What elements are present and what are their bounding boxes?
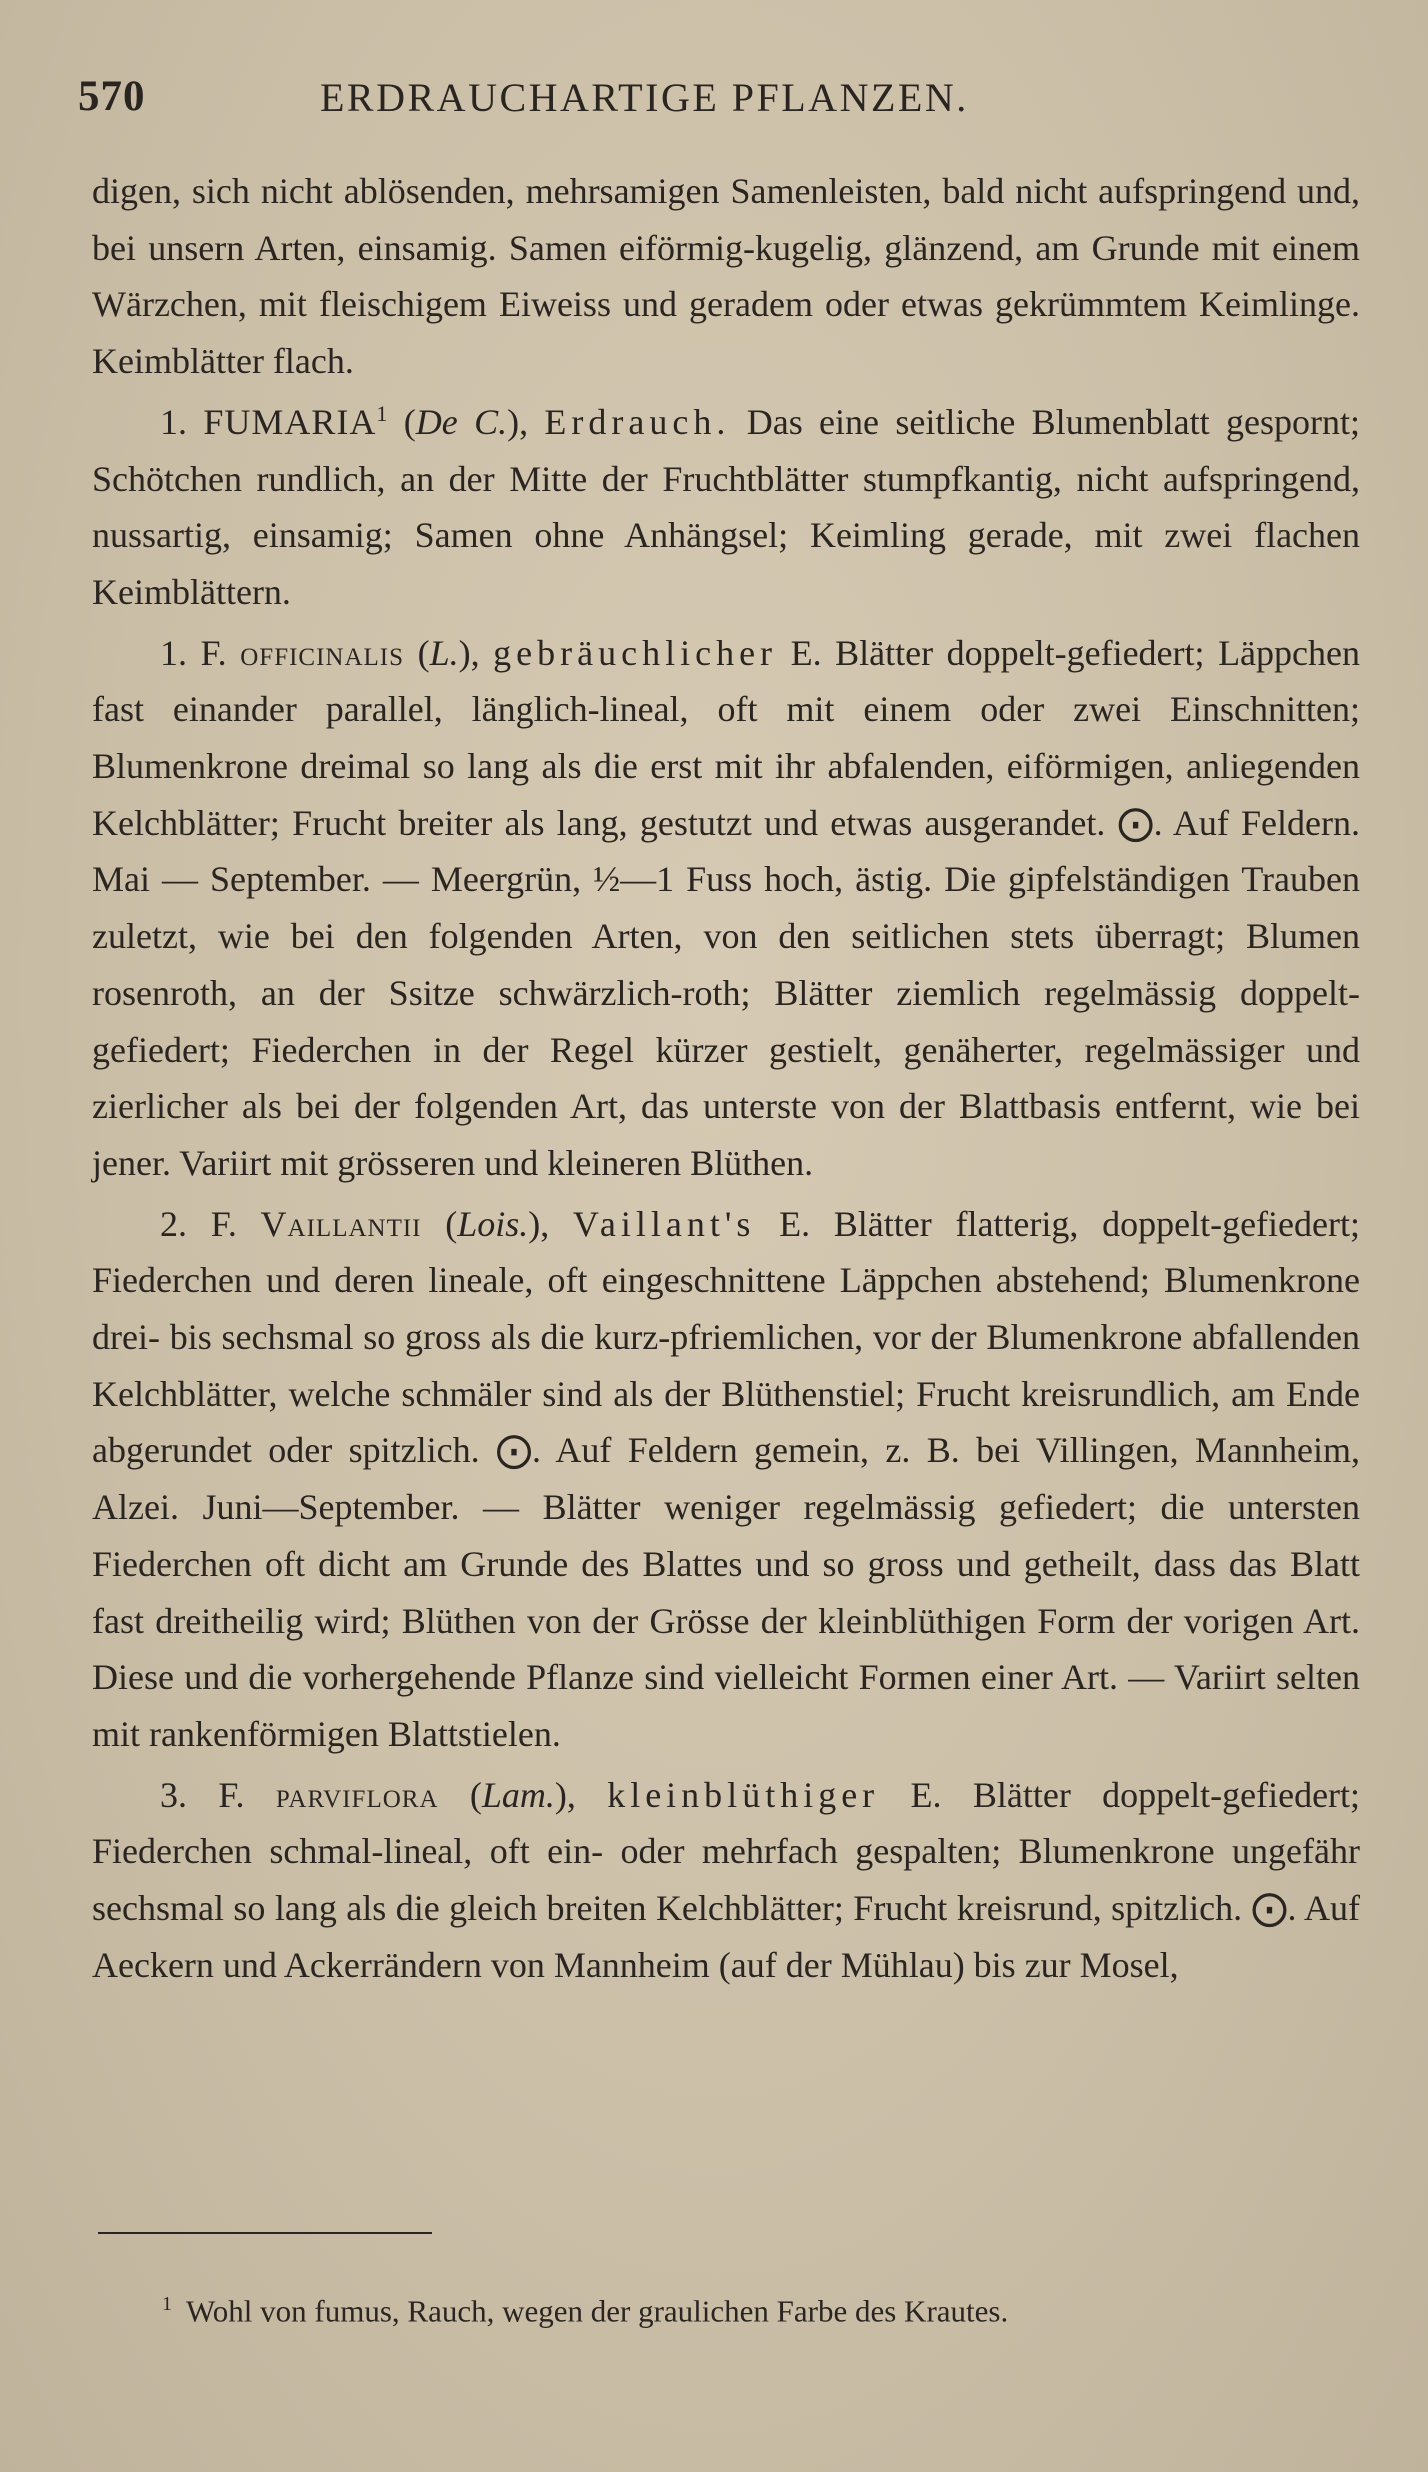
species-name: Vaillantii xyxy=(260,1203,422,1244)
species-description: Blätter doppelt-gefiedert; Läppchen fast einander parallel, länglich-lineal, oft mit einem oder zwei Einschnitten; Blumenkrone dreimal so lang als die erst mit ihr abfalenden, eiförmigen, anliegenden Kelchblätter; Frucht breiter als lang, gestutzt und etwas ausgerandet. ⨀. Auf Feldern. Mai — September. — Meergrün, ½—1 Fuss hoch, ästig. Die gipfelständigen Trauben zuletzt, wie bei den folgenden Arten, von den seitlichen stets überragt; Blumen rosenroth, an der Ssitze schwärzlich-roth; Blätter ziemlich regelmässig doppelt-gefiedert; Fiederchen in der Regel kürzer gestielt, genäherter, regelmässiger und zierlicher als bei der folgenden Art, das unterste von der Blattbasis entfernt, wie bei jener. Variirt mit grösseren und kleineren Blüthen. xyxy=(92,632,1360,1183)
genus-common-name: Erdrauch. xyxy=(544,401,731,442)
footnote-marker: 1 xyxy=(162,2293,172,2315)
species-number: 2. F. xyxy=(160,1203,237,1244)
genus-paragraph: 1. FUMARIA$^1$ (De C.), Erdrauch. Das eine seitliche Blumenblatt gespornt; Schötchen rundlich, an der Mitte der Fruchtblätter stumpfkantig, nicht aufspringend, nussartig, einsamig; Samen ohne Anhängsel; Keimling gerade, mit zwei flachen Keimblättern. xyxy=(92,400,1360,612)
species-paragraph-1: 1. F. officinalis (L.), gebräuchlicher E. Blätter doppelt-gefiedert; Läppchen fast einander parallel, länglich-lineal, oft mit einem oder zwei Einschnitten; Blumenkrone dreimal so lang als die erst mit ihr abfalenden, eiförmigen, anliegenden Kelchblätter; Frucht breiter als lang, gestutzt und etwas ausgerandet. ⨀. Auf Feldern. Mai — September. — Meergrün, ½—1 Fuss hoch, ästig. Die gipfelständigen Trauben zuletzt, wie bei den folgenden Arten, von den seitlichen stets überragt; Blumen rosenroth, an der Ssitze schwärzlich-roth; Blätter ziemlich regelmässig doppelt-gefiedert; Fiederchen in der Regel kürzer gestielt, genäherter, regelmässiger und zierlicher als bei der folgenden Art, das unterste von der Blattbasis entfernt, wie bei jener. Variirt mit grösseren und kleineren Blüthen. xyxy=(92,632,1360,1183)
species-description: Blätter doppelt-gefiedert; Fiederchen schmal-lineal, oft ein- oder mehrfach gespalten; Blumenkrone ungefähr sechsmal so lang als die gleich breiten Kelchblätter; Frucht kreisrund, spitzlich. ⨀. Auf Aeckern und Ackerrändern von Mannheim (auf der Mühlau) bis zur Mosel, xyxy=(92,1774,1361,1985)
species-authority: L. xyxy=(429,632,459,673)
species-number: 1. F. xyxy=(160,632,227,673)
species-common-suffix: E. xyxy=(910,1774,942,1815)
genus-description: Das eine seitliche Blumenblatt gespornt; Schötchen rundlich, an der Mitte der Fruchtblätter stumpfkantig, nicht aufspringend, nussartig, einsamig; Samen ohne Anhängsel; Keimling gerade, mit zwei flachen Keimblättern. xyxy=(92,401,1360,612)
footnote-rule xyxy=(98,2232,432,2234)
species-common-name: Vaillant's xyxy=(572,1203,756,1244)
page-number: 570 xyxy=(78,73,146,120)
species-name: officinalis xyxy=(240,632,405,673)
footnote-text: Wohl von fumus, Rauch, wegen der graulichen Farbe des Krautes. xyxy=(186,2293,1009,2329)
species-common-name: kleinblüthiger xyxy=(607,1774,880,1815)
species-name: parviflora xyxy=(275,1774,439,1815)
species-description: Blätter flatterig, doppelt-gefiedert; Fiederchen und deren lineale, oft eingeschnittene Läppchen abstehend; Blumenkrone drei- bis sechsmal so gross als die kurz-pfriemlichen, vor der Blumenkrone abfallenden Kelchblätter, welche schmäler sind als der Blüthenstiel; Frucht kreisrundlich, am Ende abgerundet oder spitzlich. ⨀. Auf Feldern gemein, z. B. bei Villingen, Mannheim, Alzei. Juni—September. — Blätter weniger regelmässig gefiedert; die untersten Fiederchen oft dicht am Grunde des Blattes und so gross und getheilt, dass das Blatt fast dreitheilig wird; Blüthen von der Grösse der kleinblüthigen Form der vorigen Art. Diese und die vorhergehende Pflanze sind vielleicht Formen einer Art. — Variirt selten mit rankenförmigen Blattstielen. xyxy=(92,1203,1360,1754)
intro-paragraph xyxy=(92,163,1360,390)
species-common-suffix: E. xyxy=(790,632,822,673)
species-paragraph-3: 3. F. parviflora (Lam.), kleinblüthiger E. Blätter doppelt-gefiedert; Fiederchen schmal-lineal, oft ein- oder mehrfach gespalten; Blumenkrone ungefähr sechsmal so lang als die gleich breiten Kelchblätter; Frucht kreisrund, spitzlich. ⨀. Auf Aeckern und Ackerrändern von Mannheim (auf der Mühlau) bis zur Mosel, xyxy=(92,1774,1361,1985)
species-authority: Lois. xyxy=(457,1203,529,1244)
species-common-name: gebräuchlicher xyxy=(493,632,778,673)
species-authority: Lam. xyxy=(481,1774,555,1815)
genus-name: FUMARIA xyxy=(203,401,377,442)
running-head: ERDRAUCHARTIGE PFLANZEN. xyxy=(320,75,969,120)
species-paragraph-2: 2. F. Vaillantii (Lois.), Vaillant's E. Blätter flatterig, doppelt-gefiedert; Fiederchen und deren lineale, oft eingeschnittene Läppchen abstehend; Blumenkrone drei- bis sechsmal so gross als die kurz-pfriemlichen, vor der Blumenkrone abfallenden Kelchblätter, welche schmäler sind als der Blüthenstiel; Frucht kreisrundlich, am Ende abgerundet oder spitzlich. ⨀. Auf Feldern gemein, z. B. bei Villingen, Mannheim, Alzei. Juni—September. — Blätter weniger regelmässig gefiedert; die untersten Fiederchen oft dicht am Grunde des Blattes und so gross und getheilt, dass das Blatt fast dreitheilig wird; Blüthen von der Grösse der kleinblüthigen Form der vorigen Art. Diese und die vorhergehende Pflanze sind vielleicht Formen einer Art. — Variirt selten mit rankenförmigen Blattstielen. xyxy=(92,1203,1360,1754)
genus-authority: De C. xyxy=(415,401,508,442)
footnote-ref: 1 xyxy=(376,400,388,426)
page-header xyxy=(78,72,1368,132)
intro-text: digen, sich nicht ablösenden, mehrsamigen Samenleisten, bald nicht aufspringend und, bei unsern Arten, einsamig. Samen eiförmig-kugelig, glänzend, am Grunde mit einem Wärzchen, mit fleischigem Eiweiss und geradem oder etwas gekrümmtem Keimlinge. Keimblätter flach. xyxy=(92,171,1360,382)
body-text xyxy=(92,163,1360,1998)
footnote xyxy=(162,2284,1008,2331)
species-number: 3. F. xyxy=(160,1774,245,1815)
genus-number: 1. xyxy=(160,401,187,442)
species-common-suffix: E. xyxy=(779,1203,811,1244)
